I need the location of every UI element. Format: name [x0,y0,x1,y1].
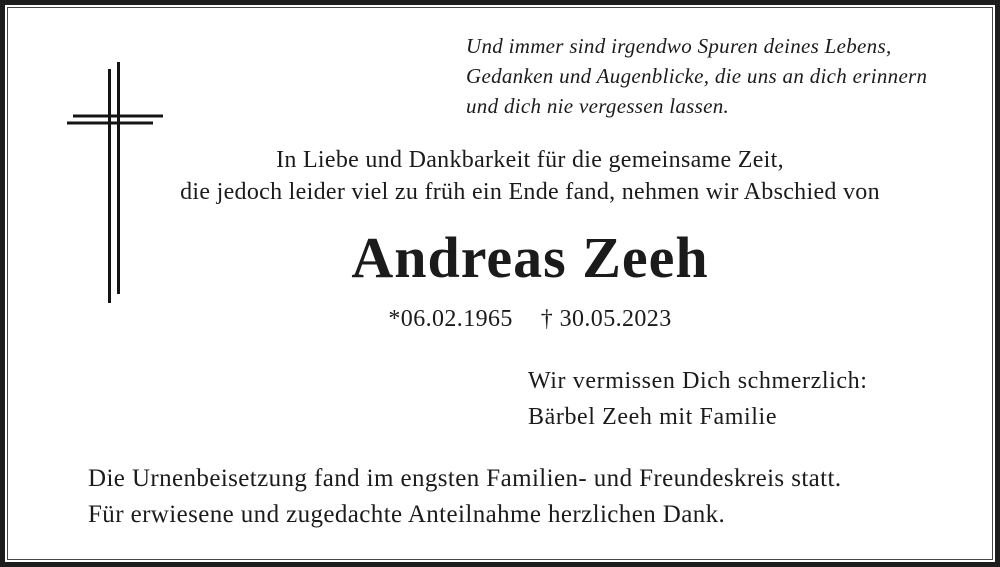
closing-line: Für erwiesene und zugedachte Anteilnahme herzlichen Dank. [88,501,726,528]
memorial-quote [466,31,927,121]
life-dates [60,304,1000,334]
intro-line: die jedoch leider viel zu früh ein Ende fand, nehmen wir Abschied von [180,179,880,205]
farewell-text [528,363,868,435]
intro-line: In Liebe und Dankbarkeit für die gemeinsame Zeit, [276,147,784,173]
birth-date: *06.02.1965 [388,306,513,332]
quote-line: Und immer sind irgendwo Spuren deines Lebens, [466,34,892,58]
closing-line: Die Urnenbeisetzung fand im engsten Familien- und Freundeskreis statt. [88,465,842,492]
quote-line: und dich nie vergessen lassen. [466,94,730,118]
deceased-name: Andreas Zeeh [351,225,709,290]
death-date: † 30.05.2023 [540,306,672,332]
closing-text [88,461,842,533]
quote-line: Gedanken und Augenblicke, die uns an dich erinnern [466,64,928,88]
intro-text [60,144,1000,208]
farewell-line: Bärbel Zeeh mit Familie [528,404,778,430]
farewell-line: Wir vermissen Dich schmerzlich: [528,368,868,394]
